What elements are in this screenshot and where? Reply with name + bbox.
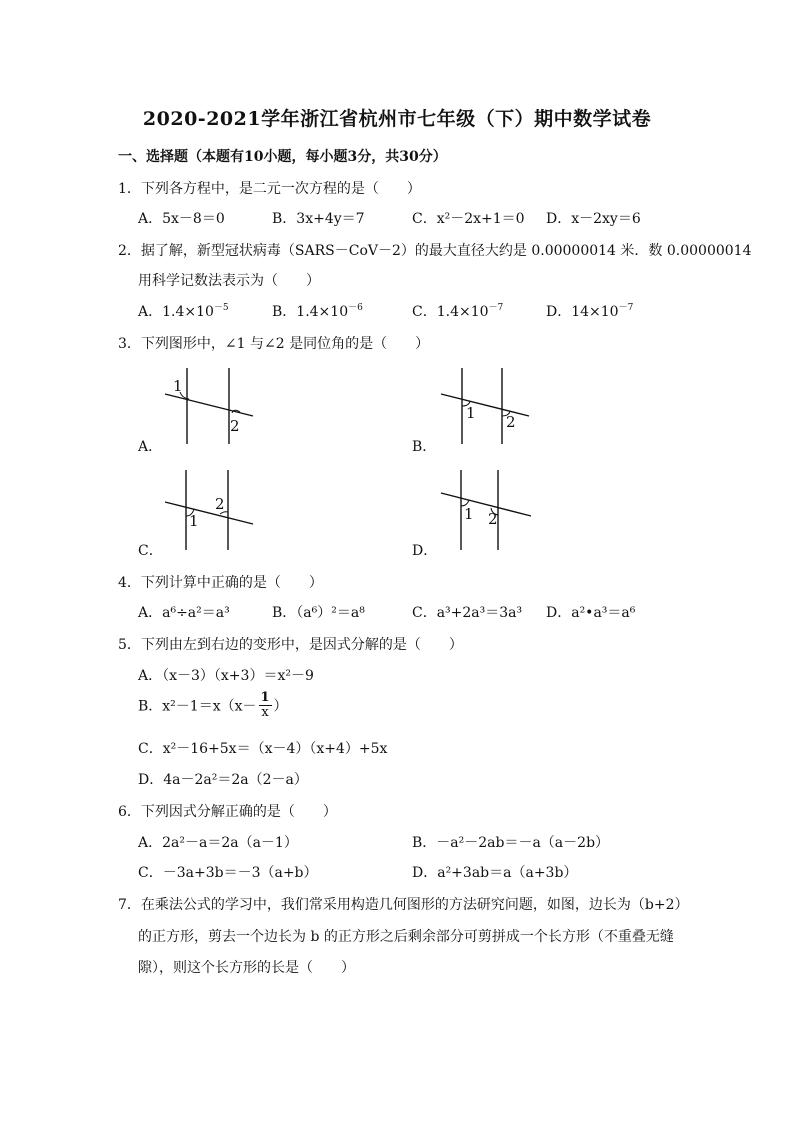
transversal-line (165, 502, 253, 524)
q6-option-b: B．－a²－2ab＝－a（a－2b） (412, 835, 610, 851)
angle-label-2: 2 (506, 413, 516, 431)
q4-option-c: C．a³+2a³＝3a³ (412, 605, 523, 621)
q1-option-c: C．x²－2x+1＝0 (412, 211, 525, 227)
transversal-line (441, 493, 531, 516)
q4-stem: 4．下列计算中正确的是（ ） (118, 575, 323, 591)
q3-figure-d (436, 468, 536, 552)
angle-label-2: 2 (215, 495, 225, 513)
q5-b-pre: B．x²－1＝x（x－ (138, 698, 257, 715)
q3-figure-c (160, 468, 260, 552)
q3-stem: 3．下列图形中，∠1 与∠2 是同位角的是（ ） (118, 336, 430, 352)
q3-figure-a (160, 366, 260, 446)
q5-option-b (138, 691, 288, 720)
q1-option-b: B．3x+4y＝7 (272, 211, 365, 227)
q3-figure-b (436, 366, 536, 446)
q2-d-base: D．14×10 (546, 304, 619, 320)
q4-option-d: D．a²•a³＝a⁶ (546, 605, 636, 621)
q5-b-fraction (259, 691, 272, 720)
q3-option-d: D． (412, 543, 438, 559)
q6-option-a: A．2a²－a＝2a（a－1） (138, 835, 298, 851)
transversal-line (165, 394, 253, 416)
q2-option-c (412, 301, 503, 321)
q5-option-d: D．4a－2a²＝2a（2－a） (138, 772, 308, 788)
angle-label-1: 1 (464, 505, 474, 523)
q2-d-exp: －7 (618, 303, 634, 313)
q2-b-base: B．1.4×10 (272, 304, 349, 320)
q2-a-base: A．1.4×10 (138, 304, 214, 320)
angle-label-2: 2 (488, 510, 498, 528)
q2-option-d (546, 301, 633, 321)
q7-stem-line3: 隙），则这个长方形的长是（ ） (138, 960, 355, 976)
q5-b-post: ） (273, 698, 288, 715)
q6-option-d: D．a²+3ab＝a（a+3b） (412, 865, 578, 881)
q2-stem-line1: 2．据了解，新型冠状病毒（SARS－CoV－2）的最大直径大约是 0.00000014 米．数 0.00000014 (118, 243, 752, 259)
q4-option-b: B．（a⁶）²＝a⁸ (272, 605, 365, 621)
q2-stem-line2: 用科学记数法表示为（ ） (138, 273, 320, 289)
q3-option-c: C． (138, 543, 163, 559)
q3-option-a: A． (138, 439, 163, 455)
angle-label-2: 2 (230, 417, 240, 435)
q2-a-exp: －5 (213, 303, 229, 313)
q2-c-exp: －7 (488, 303, 504, 313)
q5-b-numerator: 1 (260, 690, 270, 705)
angle-label-1: 1 (189, 512, 199, 530)
q1-stem: 1．下列各方程中，是二元一次方程的是（ ） (118, 181, 421, 197)
q4-option-a: A．a⁶÷a²＝a³ (138, 605, 230, 621)
q6-stem: 6．下列因式分解正确的是（ ） (118, 804, 337, 820)
q5-stem: 5．下列由左到右边的变形中，是因式分解的是（ ） (118, 637, 463, 653)
q1-option-a: A．5x－8＝0 (138, 211, 225, 227)
q7-stem-line2: 的正方形，剪去一个边长为 b 的正方形之后剩余部分可剪拼成一个长方形（不重叠无缝 (138, 929, 674, 945)
q2-c-base: C．1.4×10 (412, 304, 489, 320)
q2-option-a (138, 301, 229, 321)
exam-title: 2020-2021学年浙江省杭州市七年级（下）期中数学试卷 (142, 108, 652, 130)
angle-label-1: 1 (173, 377, 183, 395)
q3-option-b: B． (412, 439, 437, 455)
angle-label-1: 1 (466, 404, 476, 422)
q5-option-c: C．x²－16+5x＝（x－4）（x+4）+5x (138, 741, 388, 757)
q7-stem-line1: 7．在乘法公式的学习中，我们常采用构造几何图形的方法研究问题，如图，边长为（b+2） (118, 897, 689, 913)
q2-option-b (272, 301, 363, 321)
section-heading: 一、选择题（本题有10小题，每小题3分，共30分） (118, 149, 447, 165)
transversal-line (441, 394, 529, 416)
q1-option-d: D．x－2xy＝6 (546, 211, 641, 227)
q5-b-denominator: x (261, 705, 269, 720)
q5-option-a: A．（x－3）（x+3）＝x²－9 (138, 668, 314, 684)
q2-b-exp: －6 (348, 303, 363, 313)
q6-option-c: C．－3a+3b＝－3（a+b） (138, 865, 318, 881)
